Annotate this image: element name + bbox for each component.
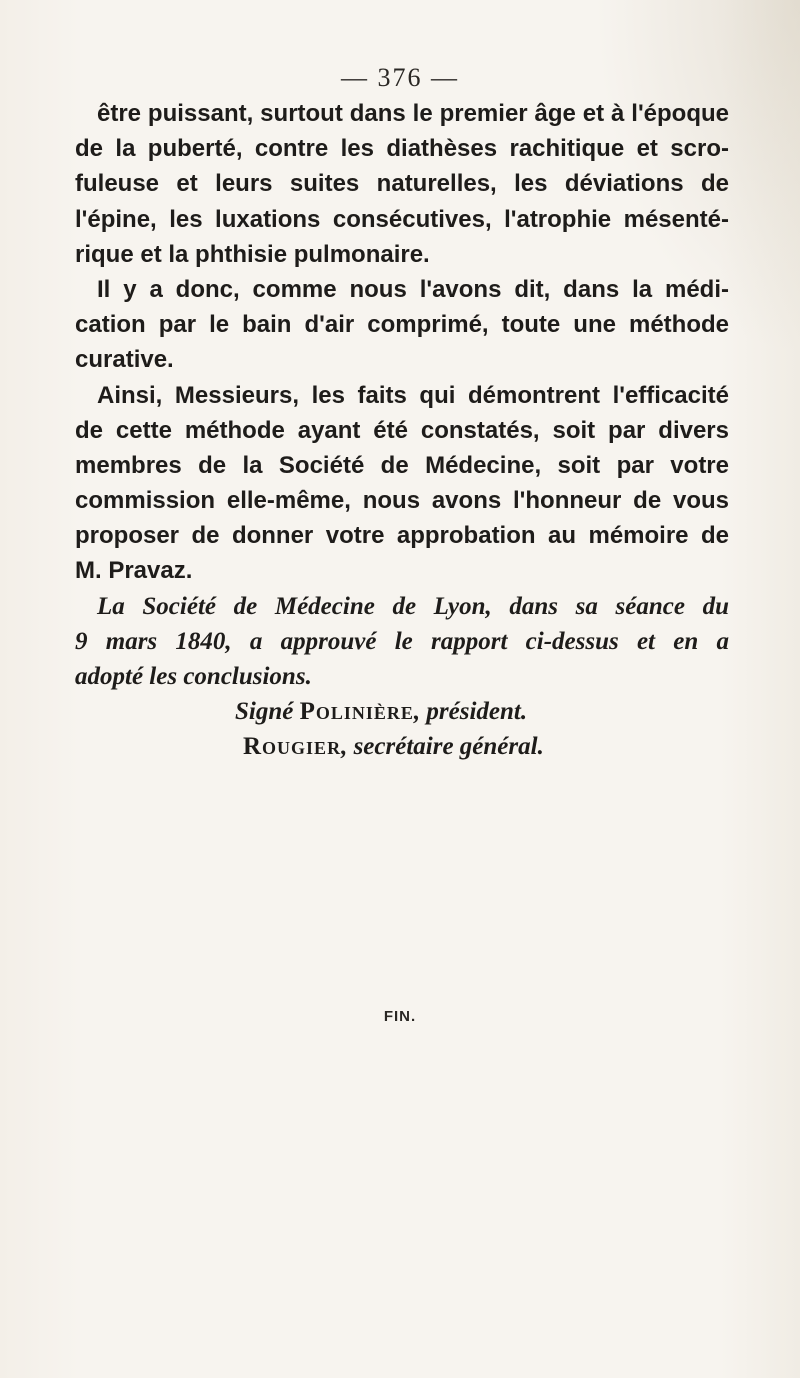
text-line: être puissant, surtout dans le premier âge et à l'époque: [97, 100, 729, 127]
secretary-title: , secrétaire général.: [341, 733, 544, 761]
paragraph-3: [75, 378, 729, 589]
signature-president: [75, 694, 729, 729]
president-name: Polinière: [299, 698, 414, 726]
signature-block: [75, 694, 729, 764]
text-line: curative.: [75, 346, 174, 374]
paragraph-1: [75, 96, 729, 272]
end-mark: FIN.: [383, 1008, 417, 1025]
text-line: commission elle-même, nous avons l'honneur de vous: [75, 487, 729, 515]
text-line: de la puberté, contre les diathèses rachitique et scro-: [75, 135, 729, 163]
text-line: La Société de Médecine de Lyon, dans sa séance du: [97, 592, 729, 620]
text-line: M. Pravaz.: [75, 557, 193, 585]
text-line: Il y a donc, comme nous l'avons dit, dans la médi-: [97, 275, 729, 303]
text-line: Ainsi, Messieurs, les faits qui démontrent l'efficacité: [97, 381, 729, 409]
signed-label: Signé: [235, 698, 300, 726]
text-line: adopté les conclusions.: [75, 663, 312, 690]
text-line: fuleuse et leurs suites naturelles, les déviations de: [75, 170, 729, 198]
president-title: , président.: [413, 698, 528, 726]
paragraph-4-approval: [75, 589, 729, 695]
text-line: l'épine, les luxations consécutives, l'atrophie mésenté-: [75, 205, 729, 233]
secretary-name: Rougier: [243, 733, 342, 761]
text-line: membres de la Société de Médecine, soit par votre: [75, 451, 729, 479]
text-line: 9 mars 1840, a approuvé le rapport ci-dessus et en a: [75, 627, 729, 655]
signature-secretary: [75, 729, 729, 764]
page-number: — 376 —: [341, 63, 459, 92]
text-line: rique et la phthisie pulmonaire.: [75, 240, 430, 268]
text-line: proposer de donner votre approbation au mémoire de: [75, 522, 729, 550]
paragraph-2: [75, 272, 729, 378]
text-line: de cette méthode ayant été constatés, soit par divers: [75, 416, 729, 444]
text-line: cation par le bain d'air comprimé, toute une méthode: [75, 311, 729, 339]
body-text: [75, 96, 729, 765]
